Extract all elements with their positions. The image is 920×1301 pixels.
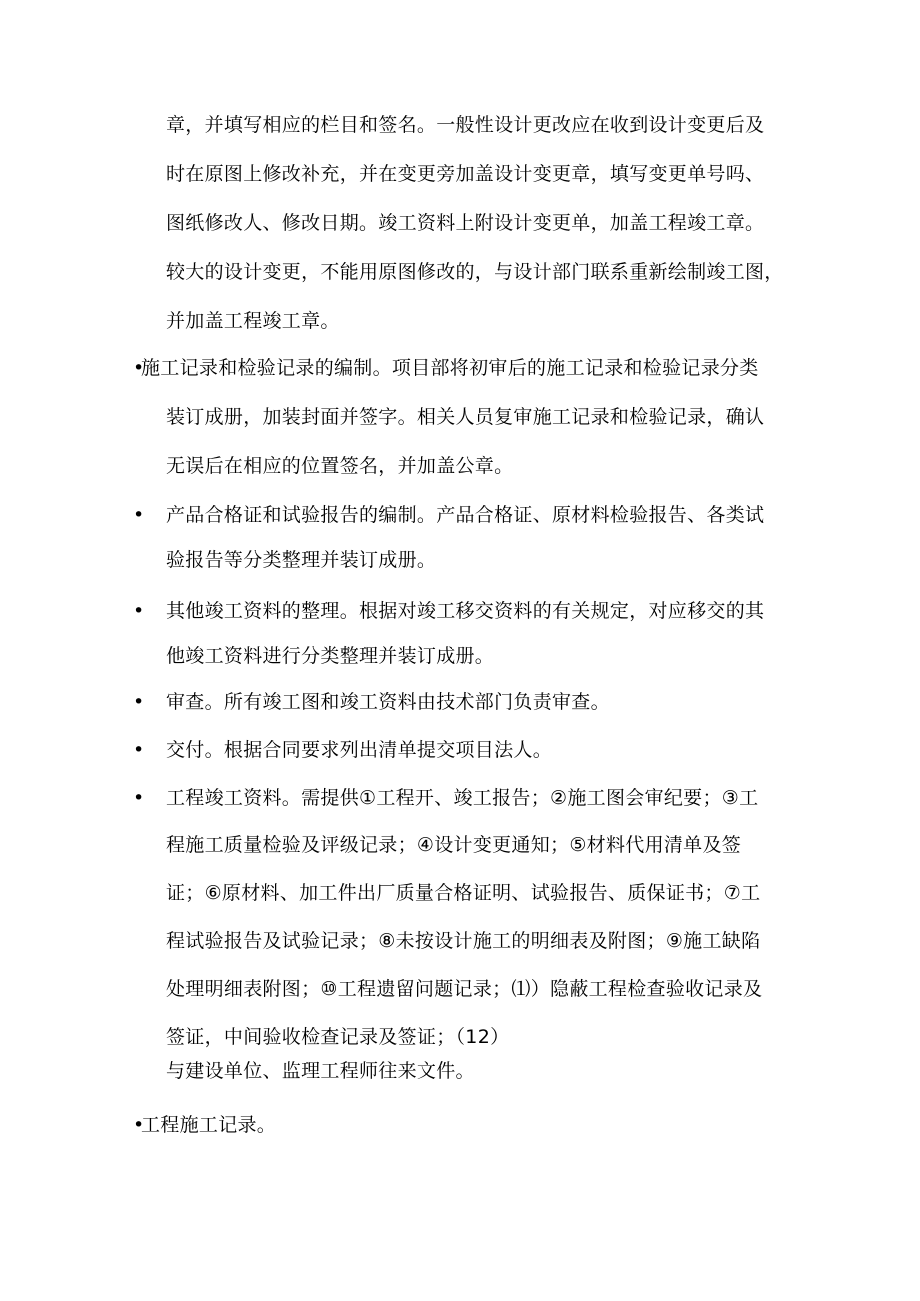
text-line: 程施工质量检验及评级记录；④设计变更通知；⑤材料代用清单及签	[166, 834, 742, 856]
text-line: 他竣工资料进行分类整理并装订成册。	[166, 645, 495, 667]
text-line: 施工记录和检验记录的编制。项目部将初审后的施工记录和检验记录分类	[141, 357, 759, 379]
text-line: 并加盖工程竣工章。	[166, 310, 340, 332]
text-line: 产品合格证和试验报告的编制。产品合格证、原材料检验报告、各类试	[166, 504, 765, 526]
bullet-mark: •	[133, 504, 145, 526]
text-line: 工程竣工资料。需提供①工程开、竣工报告；②施工图会审纪要；③工	[166, 787, 759, 809]
bullet-mark: •	[133, 739, 145, 761]
text-line: 签证，中间验收检查记录及签证；（12）	[166, 1026, 510, 1048]
text-line: 证；⑥原材料、加工件出厂质量合格证明、试验报告、质保证书；⑦工	[166, 882, 761, 904]
text-line: 程试验报告及试验记录；⑧未按设计施工的明细表及附图；⑨施工缺陷	[166, 930, 761, 952]
text-line: 审查。所有竣工图和竣工资料由技术部门负责审查。	[166, 691, 610, 713]
text-line: 验报告等分类整理并装订成册。	[166, 549, 437, 571]
bullet-mark: •	[133, 691, 145, 713]
text-line: 时在原图上修改补充，并在变更旁加盖设计变更章，填写变更单号吗、	[166, 163, 765, 185]
text-line: 与建设单位、监理工程师往来文件。	[166, 1060, 475, 1082]
text-line: 其他竣工资料的整理。根据对竣工移交资料的有关规定，对应移交的其	[166, 600, 765, 622]
text-line: 章，并填写相应的栏目和签名。一般性设计更改应在收到设计变更后及	[166, 114, 765, 136]
text-line: 较大的设计变更，不能用原图修改的，与设计部门联系重新绘制竣工图，	[166, 261, 784, 283]
text-line: 交付。根据合同要求列出清单提交项目法人。	[166, 739, 553, 761]
bullet-mark: •	[133, 357, 145, 379]
text-line: 图纸修改人、修改日期。竣工资料上附设计变更单，加盖工程竣工章。	[166, 212, 765, 234]
text-line: 装订成册，加装封面并签字。相关人员复审施工记录和检验记录，确认	[166, 406, 765, 428]
bullet-mark: •	[133, 787, 145, 809]
bullet-mark: •	[133, 1114, 145, 1136]
bullet-mark: •	[133, 600, 145, 622]
text-line: 工程施工记录。	[141, 1114, 277, 1136]
text-line: 无误后在相应的位置签名，并加盖公章。	[166, 455, 514, 477]
text-line: 处理明细表附图；⑩工程遗留问题记录；⑴）隐蔽工程检查验收记录及	[166, 978, 763, 1000]
